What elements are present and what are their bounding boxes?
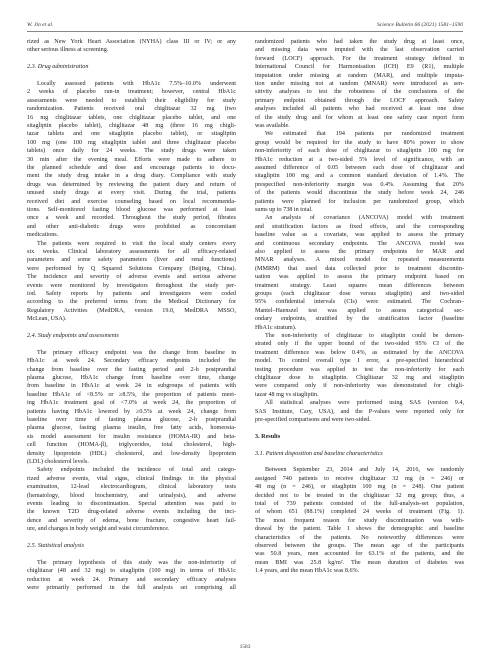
text-line: rized as New York Heart Association (NYHA) class III or IV; or any	[27, 39, 236, 45]
text-line: The most frequent reason for study discontinuation was with-	[255, 517, 464, 524]
text-line: tazar 48 mg vs sitagliptin.	[255, 391, 319, 398]
text-line: observed between the groups. The mean age of the participants	[255, 543, 464, 549]
text-line: 30 min after the evening meal. Efforts were made to adhere to	[27, 156, 236, 163]
text-line: tazar tablets and one sitagliptin placebo tablet), or sitagliptin	[27, 131, 236, 138]
running-header-authors: W. Jin et al.	[27, 22, 54, 28]
text-line: according to the preferred terms from the Medical Dictionary for	[27, 299, 236, 306]
text-line: chiglitazar (48 and 32 mg) to sitagliptin (100 mg) in terms of HbA1c	[27, 568, 236, 575]
text-line: once a week and recorded. Throughout the study period, fibrates	[27, 215, 236, 222]
text-line: (LDL) cholesterol levels.	[27, 459, 89, 465]
text-line: randomization. Patients received oral chiglitazar 32 mg (two	[27, 106, 236, 113]
text-line: from baseline in HbA1c at week 24 in subgroups of patients with	[27, 383, 236, 390]
text-line: patients were planned for inclusion per randomized group, which	[255, 198, 464, 205]
text-line: The non-inferiority of chiglitazar to sitagliptin could be demon-	[265, 333, 464, 339]
section-heading: 3.1. Patient disposition and baseline characteristics	[255, 450, 383, 457]
text-line: model. To control overall type I error, a pre-specified hierarchical	[255, 358, 464, 365]
text-line: plasma glucose, HbA1c change from baseline over time, change	[27, 375, 236, 381]
text-line: baseline over time of fasting plasma glucose, 2-h postprandial	[27, 417, 236, 423]
text-line: International Council for Harmonisation (ICH) E9 (R1), multiple	[255, 64, 464, 71]
text-line: tablets) once daily for 24 weeks. The study drugs were taken	[27, 148, 236, 155]
text-line: was available.	[255, 123, 290, 129]
text-line: of the study drug and for whom at least one safety case report form	[255, 114, 464, 121]
running-header-journal: Science Bulletin 66 (2021) 1581–1590	[376, 22, 463, 28]
text-line: Between September 23, 2014 and July 14, 2016, we randomly	[265, 467, 464, 474]
text-line: total of 739 patients consisted of the full-analysis-set population,	[255, 501, 464, 507]
text-line: All statistical analyses were performed using SAS (version 9.4,	[265, 400, 464, 407]
text-line: unused study drugs at every visit. During the trial, patients	[27, 190, 236, 197]
text-line: medications.	[27, 232, 59, 239]
text-line: (hematology, blood biochemistry, and urinalysis), and adverse	[27, 492, 236, 499]
text-line: ondary endpoints, stratified by the stratification factor (baseline	[255, 316, 464, 323]
text-line: iod. Safety reports by patients and investigators were coded	[27, 291, 236, 297]
text-line: ing HbA1c treatment goal of <7.0% at week 24, the proportion of	[27, 400, 236, 407]
text-line: characteristics of the patients. No noteworthy differences were	[255, 534, 464, 541]
section-heading: 2.3. Drug administration	[27, 64, 89, 71]
text-line: and other anti-diabetic drugs were prohibited as concomitant	[27, 223, 236, 230]
text-line: (MMRM) that used data collected prior to treatment discontin-	[255, 265, 464, 272]
text-line: groups (each chiglitazar dose versus sitagliptin) and two-sided	[255, 291, 464, 297]
text-line: group would be required for the study to have 80% power to show	[255, 139, 464, 146]
text-line: were compared only if non-inferiority was demonstrated for chigli-	[255, 383, 464, 390]
text-line: HbA1c reduction at a two-sided 5% level of significance, with an	[255, 156, 464, 163]
text-line: HbA1c at week 24. Secondary efficacy endpoints included the	[27, 358, 236, 365]
text-line: 16 mg chiglitazar tablets, one chiglitazar placebo tablet, and one	[27, 114, 236, 121]
text-line: rized adverse events, vital signs, clinical findings in the physical	[27, 475, 236, 482]
text-line: sis model assessment for insulin resistance (HOMA-IR) and beta-	[27, 433, 236, 440]
text-line: sitagliptin placebo tablet), chiglitazar 48 mg (three 16 mg chigli-	[27, 123, 236, 129]
text-line: An analysis of covariance (ANCOVA) model with treatment	[265, 215, 464, 222]
text-line: reduction at week 24. Primary and secondary efficacy analyses	[27, 576, 236, 583]
text-line: non-inferiority of each dose of chiglitazar to sitagliptin 100 mg for	[255, 148, 464, 155]
header-rule	[27, 31, 463, 32]
text-line: 95% confidential intervals (CIs) were estimated. The Cochran–	[255, 299, 464, 306]
text-line: decided not to be treated in the chiglitazar 32 mg group; thus, a	[255, 492, 464, 499]
text-line: Mantel–Haenszel test was applied to assess categorical sec-	[255, 307, 464, 314]
section-heading: 3. Results	[255, 433, 281, 440]
text-line: primary endpoint obtained through the LOCF approach. Safety	[255, 97, 464, 104]
text-line: plasma glucose, fasting plasma insulin, free fatty acids, homeosta-	[27, 425, 236, 432]
text-line: assigned 740 patients to receive chiglitazar 32 mg (n = 246) or	[255, 475, 464, 482]
text-line: assessments were needed to establish their eligibility for study	[27, 97, 236, 104]
text-line: tions. Self-monitored fasting blood glucose was performed at least	[27, 207, 236, 213]
text-line: drawal by the patient. Table 1 shows the demographic and baseline	[255, 526, 464, 533]
text-line: other serious illness at screening.	[27, 47, 109, 54]
text-line: patients having HbA1c lowered by ≥0.5% at week 24, change from	[27, 408, 236, 415]
text-line: analyses included all patients who had received at least one dose	[255, 106, 464, 113]
text-line: randomized patients who had taken the study drug at least once,	[255, 39, 464, 45]
text-line: sitagliptin 100 mg and a common standard deviation of 1.4%. The	[255, 173, 464, 180]
text-line: The primary efficacy endpoint was the change from baseline in	[37, 349, 236, 356]
text-line: of the patients would discontinue the study before week 24, 246	[255, 190, 464, 197]
text-line: 48 mg (n = 246), or sitagliptin 100 mg (n = 248). One patient	[255, 484, 464, 491]
text-line: Safety endpoints included the incidence of total and catego-	[37, 467, 236, 474]
text-line: baseline value as a covariate, was applied to assess the primary	[255, 232, 464, 239]
text-line: change from baseline over the fasting period and 2-h postprandial	[27, 366, 236, 373]
section-heading: 2.5. Statistical analysis	[27, 543, 84, 549]
text-line: pre-specified comparisons and were two-sided.	[255, 417, 371, 423]
text-line: mean BMI was 25.8 kg/m². The mean duration of diabetes was	[255, 559, 464, 566]
text-line: Locally assessed patients with HbA1c 7.5%–10.0% underwent	[37, 81, 236, 87]
text-line: 100 mg (one 100 mg sitagliptin tablet and three chiglitazar placebo	[27, 139, 236, 146]
text-line: 2 weeks of placebo run-in treatment; however, central HbA1c	[27, 89, 236, 96]
text-line: cell function (HOMA-β), triglycerides, total cholesterol, high-	[27, 442, 236, 449]
text-line: chiglitazar dose to sitagliptin. Chiglitazar 32 mg and sitagliptin	[255, 375, 464, 381]
text-line: imputation under missing at random (MAR), and multiple imputa-	[255, 72, 464, 79]
text-line: events were monitored by investigators throughout the study per-	[27, 282, 236, 289]
text-line: uation was applied to assess the primary endpoint based on	[255, 274, 464, 281]
text-line: treatment difference was below 0.4%, as estimated by the ANCOVA	[255, 349, 464, 356]
text-line: density lipoprotein (HDL) cholesterol, and low-density lipoprotein	[27, 450, 236, 457]
text-line: MNAR analyses. A mixed model for repeated measurements	[255, 257, 464, 264]
text-line: the known T2D drug-related adverse events including the inci-	[27, 509, 236, 516]
text-line: Regulatory Activities (MedDRA, version 19.0, MedDRA MSSO,	[27, 307, 236, 314]
text-line: assumed difference of 0.05 between each dose of chiglitazar and	[255, 165, 464, 171]
text-line: were primarily performed in the full analysis set comprising all	[27, 585, 236, 591]
text-line: ment the study drug intake in a drug diary. Compliance with study	[27, 173, 236, 180]
text-line: McLean, USA).	[27, 316, 67, 323]
text-line: dence and severity of edema, bone fracture, congestive heart fail-	[27, 517, 236, 524]
text-line: sums up to 738 in total.	[255, 207, 313, 213]
text-line: 1.4 years, and the mean HbA1c was 8.6%.	[255, 568, 360, 575]
text-line: tion under missing not at random (MNAR) were introduced as sen-	[255, 81, 464, 87]
text-line: strated only if the upper bound of the two-sided 95% CI of the	[255, 341, 464, 348]
text-line: sitivity analyses to test the robustness of the conclusions of the	[255, 89, 464, 96]
text-line: SAS Institute, Cary, USA), and the P-values were reported only for	[255, 408, 464, 415]
section-heading: 2.4. Study endpoints and assessments	[27, 333, 119, 339]
page-number: 1583	[239, 644, 251, 650]
text-line: The incidence and severity of adverse events and serious adverse	[27, 274, 236, 281]
text-line: were performed by Q Squared Solutions Company (Beijing, China).	[27, 265, 236, 272]
text-line: events leading to discontinuation. Special attention was paid to	[27, 501, 236, 507]
text-line: baseline HbA1c of <8.5% or ≥8.5%, the proportion of patients meet-	[27, 391, 236, 398]
text-line: was 50.8 years, men accounted for 63.1% of the patients, and the	[255, 551, 464, 558]
text-line: examination, 12-lead electrocardiogram, clinical laboratory tests	[27, 484, 236, 491]
text-line: We estimated that 194 patients per randomized treatment	[265, 131, 464, 138]
text-line: The patients were required to visit the local study centers every	[37, 240, 236, 247]
text-line: and missing data were imputed with the last observation carried	[255, 47, 464, 54]
text-line: treatment strategy. Least squares mean differences between	[255, 282, 464, 289]
text-line: of whom 651 (88.1%) completed 24 weeks of treatment (Fig. 1).	[255, 509, 464, 516]
text-line: prespecified non-inferiority margin was 0.4%. Assuming that 20%	[255, 181, 464, 188]
text-line: six weeks. Clinical laboratory assessments for all efficacy-related	[27, 249, 236, 255]
text-line: HbA1c stratum).	[255, 324, 297, 331]
text-line: and stratification factors as fixed effects, and the corresponding	[255, 223, 464, 230]
text-line: and continuous secondary endpoints. The ANCOVA model was	[255, 240, 464, 247]
text-line: ure, and changes in body weight and waist circumference.	[27, 526, 170, 533]
text-line: drugs was determined by reviewing the patient diary and return of	[27, 181, 236, 188]
text-line: also applied to assess the primary endpoints for MAR and	[255, 249, 464, 255]
text-line: parameters and some safety parameters (liver and renal functions)	[27, 257, 236, 264]
text-line: forward (LOCF) approach. For the treatment strategy defined in	[255, 55, 464, 62]
text-line: testing procedure was applied to test the non-inferiority for each	[255, 366, 464, 373]
text-line: the planned schedule and dose and encourage patients to docu-	[27, 165, 236, 171]
text-line: received diet and exercise counseling based on local recommenda-	[27, 198, 236, 205]
text-line: The primary hypothesis of this study was the non-inferiority of	[37, 559, 236, 566]
